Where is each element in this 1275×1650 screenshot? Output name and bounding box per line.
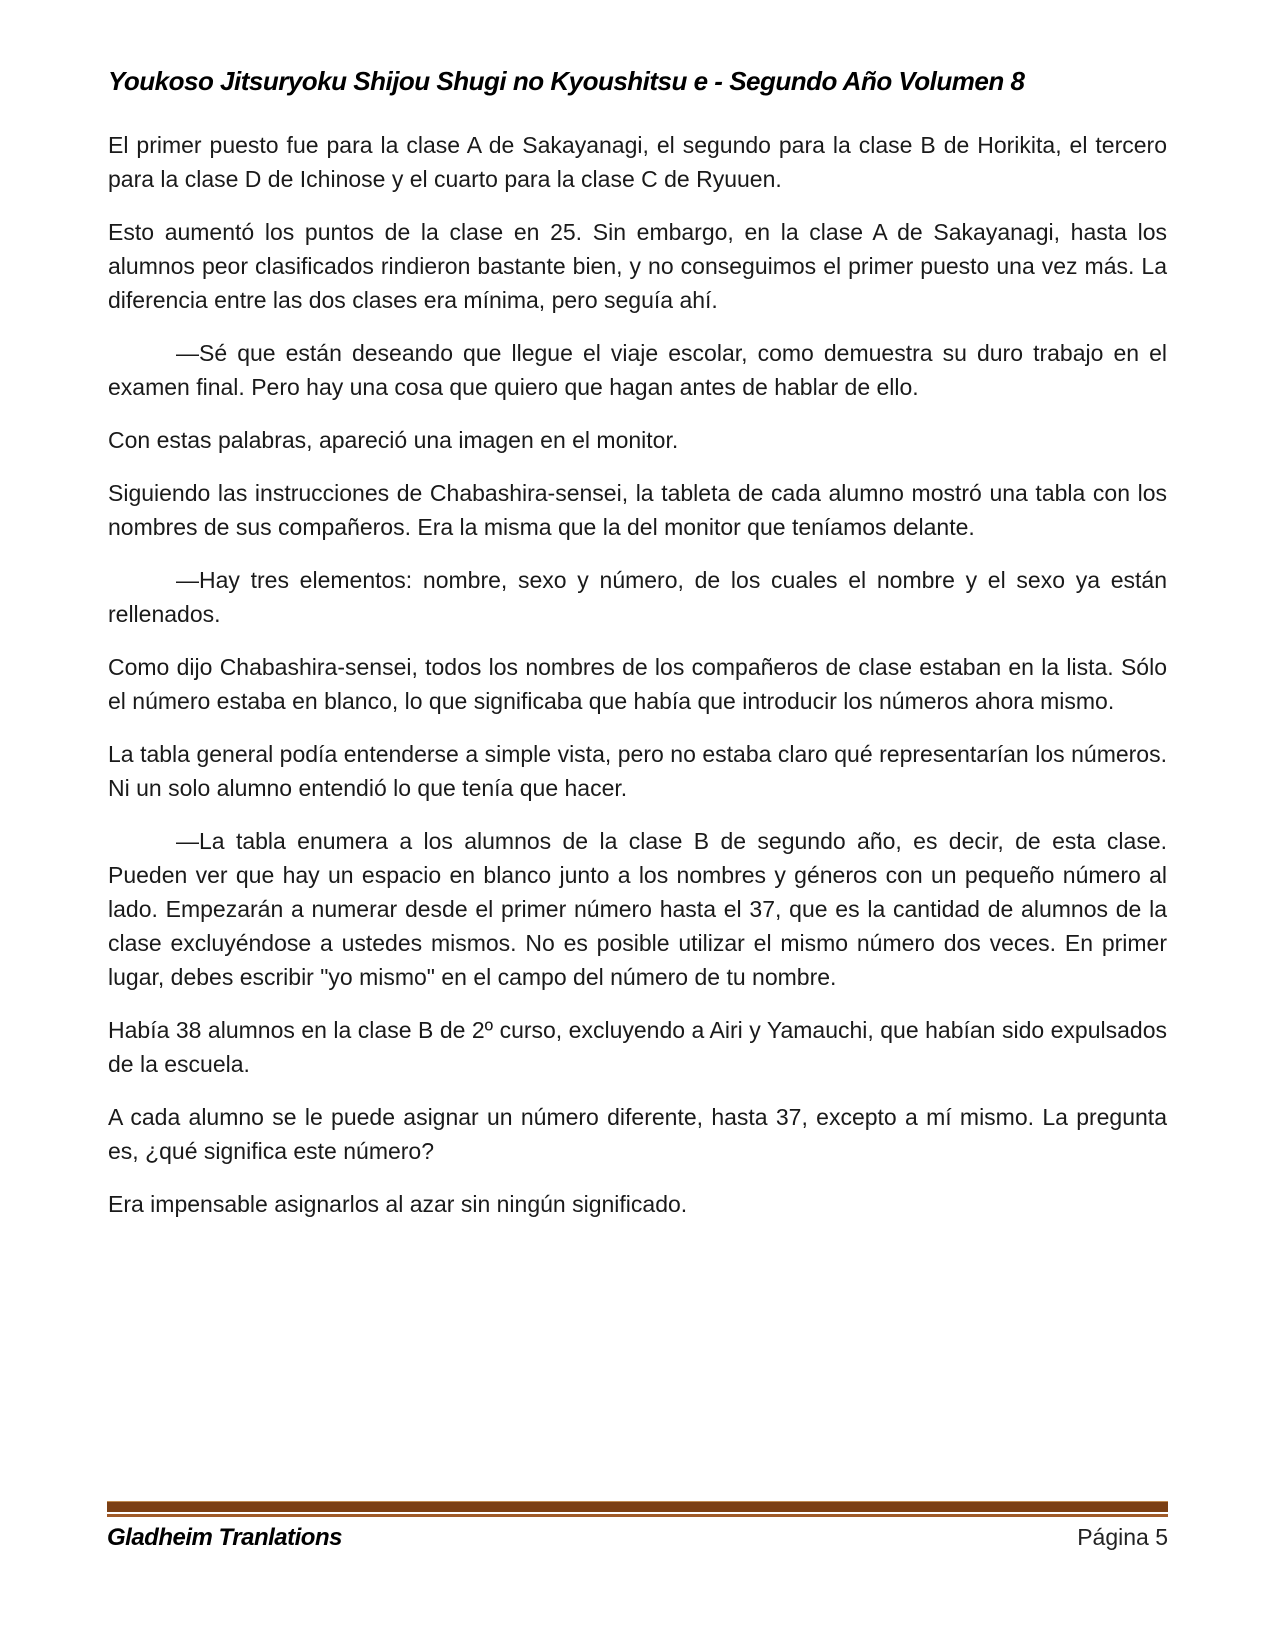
paragraph: El primer puesto fue para la clase A de Sakayanagi, el segundo para la clase B de Horikita, el tercero para la clase D de Ichinose y el cuarto para la clase C de Ryuuen. — [108, 132, 1167, 192]
page-footer — [107, 1501, 1168, 1552]
footer-page-number: Página 5 — [1077, 1524, 1168, 1550]
footer-translator-credit: Gladheim Tranlations — [107, 1524, 342, 1551]
footer-divider-thick-bar — [107, 1501, 1168, 1512]
footer-row — [107, 1524, 1168, 1552]
paragraph: La tabla general podía entenderse a simple vista, pero no estaba claro qué representarían los números. Ni un solo alumno entendió lo que tenía que hacer. — [108, 741, 1167, 801]
paragraph: Como dijo Chabashira-sensei, todos los nombres de los compañeros de clase estaban en la lista. Sólo el número estaba en blanco, lo que significaba que había que introducir los números ahora mismo. — [108, 654, 1167, 714]
footer-divider — [107, 1501, 1168, 1517]
footer-divider-thin-bar — [107, 1514, 1168, 1517]
paragraph: Siguiendo las instrucciones de Chabashira-sensei, la tableta de cada alumno mostró una tabla con los nombres de sus compañeros. Era la misma que la del monitor que teníamos delante. — [108, 480, 1167, 540]
paragraph: A cada alumno se le puede asignar un número diferente, hasta 37, excepto a mí mismo. La pregunta es, ¿qué significa este número? — [108, 1104, 1167, 1164]
document-title: Youkoso Jitsuryoku Shijou Shugi no Kyoushitsu e - Segundo Año Volumen 8 — [108, 66, 1025, 96]
page-header — [108, 66, 1167, 97]
paragraph: Con estas palabras, apareció una imagen en el monitor. — [108, 427, 679, 453]
paragraph: Había 38 alumnos en la clase B de 2º curso, excluyendo a Airi y Yamauchi, que habían sido expulsados de la escuela. — [108, 1017, 1167, 1077]
paragraph: Era impensable asignarlos al azar sin ningún significado. — [108, 1191, 688, 1217]
paragraph-dialogue: —Hay tres elementos: nombre, sexo y número, de los cuales el nombre y el sexo ya están rellenados. — [108, 567, 1167, 627]
paragraph-dialogue: —Sé que están deseando que llegue el viaje escolar, como demuestra su duro trabajo en el examen final. Pero hay una cosa que quiero que hagan antes de hablar de ello. — [108, 340, 1167, 400]
document-body — [108, 128, 1167, 1240]
paragraph-dialogue: —La tabla enumera a los alumnos de la clase B de segundo año, es decir, de esta clase. Pueden ver que hay un espacio en blanco junto a los nombres y géneros con un pequeño número al lado. Empezarán a numerar desde el primer número hasta el 37, que es la cantidad de alumnos de la clase excluyéndose a ustedes mismos. No es posible utilizar el mismo número dos veces. En primer lugar, debes escribir "yo mismo" en el campo del número de tu nombre. — [108, 828, 1167, 990]
paragraph: Esto aumentó los puntos de la clase en 25. Sin embargo, en la clase A de Sakayanagi, hasta los alumnos peor clasificados rindieron bastante bien, y no conseguimos el primer puesto una vez más. La diferencia entre las dos clases era mínima, pero seguía ahí. — [108, 219, 1167, 313]
